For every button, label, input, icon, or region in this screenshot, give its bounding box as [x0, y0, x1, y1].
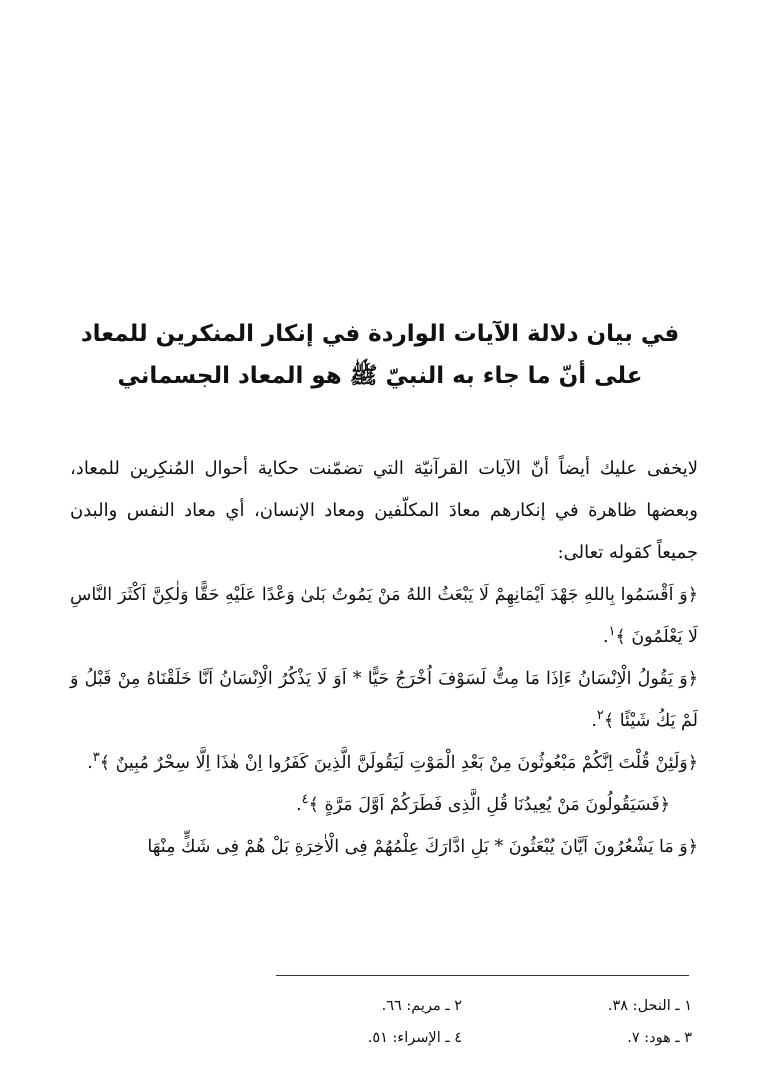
footnote-2: ٢ ـ مريم: ٦٦.	[381, 998, 462, 1014]
footnote-separator	[276, 975, 689, 976]
verse-text: ﴿فَسَيَقُولُونَ مَنْ يُعِيدُنَا قُلِ الَّذِى فَطَرَكُمْ اَوَّلَ مَرَّةٍ ﴾	[308, 795, 670, 815]
verse-text: ﴿وَ اَقْسَمُوا بِاللهِ جَهْدَ اَيْمَانِهِمْ لَا يَبْعَثُ اللهُ مَنْ يَمُوتُ بَلىٰ وَعْدًا عَلَيْهِ حَقًّا وَلٰكِنَّ اَكْثَرَ النَّاسِ لَا يَعْلَمُونَ ﴾	[70, 585, 698, 647]
footnote-row	[232, 1022, 692, 1054]
verse-3	[70, 742, 698, 784]
footnote-1: ١ ـ النحل: ٣٨.	[607, 998, 692, 1014]
footnote-ref: ٤	[301, 792, 309, 808]
footnote-3: ٣ ـ هود: ٧.	[627, 1030, 692, 1046]
title-line-1: في بيان دلالة الآيات الواردة في إنكار المنكرين للمعاد	[80, 321, 680, 347]
footnote-ref: ٣	[92, 750, 100, 766]
verse-5	[70, 826, 698, 868]
footnote-row	[232, 990, 692, 1022]
verse-end: .	[602, 627, 609, 647]
verse-end: .	[87, 753, 93, 773]
verse-end: .	[591, 711, 597, 731]
title-line-2: على أنّ ما جاء به النبيّ ﷺ هو المعاد الجسماني	[117, 363, 643, 389]
chapter-title	[60, 313, 700, 397]
intro-paragraph: لايخفى عليك أيضاً أنّ الآيات القرآنيّة التي تضمّنت حكاية أحوال المُنكِرين للمعاد، وبعضها ظاهرة في إنكارهم معادَ المكلّفين ومعاد الإنسان، أي معاد النفس والبدن جميعاً كقوله تعالى:	[70, 458, 698, 563]
footnote-ref: ٢	[596, 708, 604, 724]
footnotes	[232, 990, 692, 1054]
verse-text: ﴿وَلَئِنْ قُلْتَ اِنَّكُمْ مَبْعُوثُونَ مِنْ بَعْدِ الْمَوْتِ لَيَقُولَنَّ الَّذِينَ كَفَرُوا اِنْ هٰذَا اِلَّا سِحْرٌ مُبِينٌ ﴾	[99, 753, 698, 773]
verse-2	[70, 658, 698, 742]
body-text	[70, 448, 698, 868]
verse-text: ﴿وَ يَقُولُ الْاِنْسَانُ ءَاِذَا مَا مِتُّ لَسَوْفَ اُخْرَجُ حَيًّا * اَوَ لَا يَذْكُرُ الْاِنْسَانُ اَنَّا خَلَقْنَاهُ مِنْ قَبْلُ وَ لَمْ يَكُ شَيْئًا ﴾	[70, 669, 698, 731]
footnote-ref: ١	[608, 624, 616, 640]
footnote-4: ٤ ـ الإسراء: ٥١.	[367, 1030, 462, 1046]
verse-1	[70, 574, 698, 658]
verse-end: .	[296, 795, 302, 815]
verse-4	[70, 784, 698, 826]
verse-text: ﴿وَ مَا يَشْعُرُونَ اَيَّانَ يُبْعَثُونَ * بَلِ ادَّارَكَ عِلْمُهُمْ فِى الْاٰخِرَةِ بَلْ هُمْ فِى شَكٍّ مِنْهَا	[147, 837, 698, 857]
